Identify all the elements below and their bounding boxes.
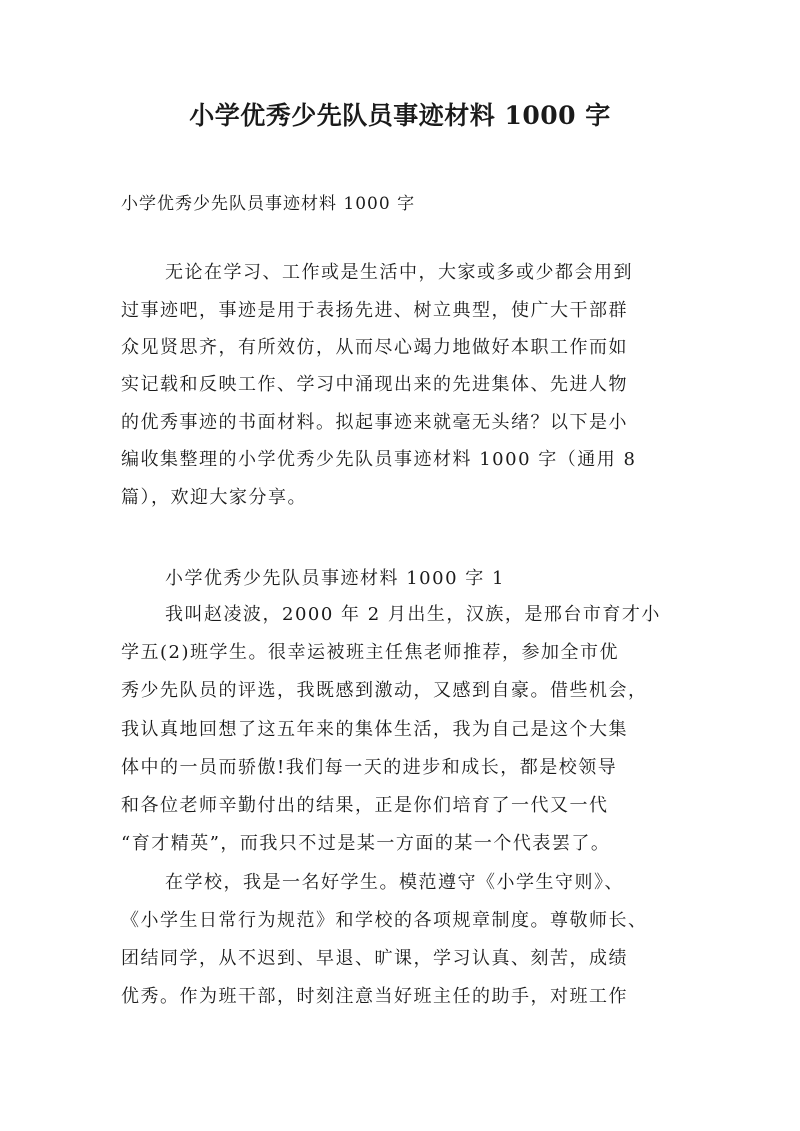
paragraph-line: 《小学生日常行为规范》和学校的各项规章制度。尊敬师长、 [121, 910, 648, 931]
intro-line: 篇），欢迎大家分享。 [121, 487, 307, 508]
paragraph-line: 我叫赵凌波，2000 年 2 月出生，汉族，是邢台市育才小 [165, 604, 661, 625]
paragraph-line: 和各位老师辛勤付出的结果，正是你们培育了一代又一代 [121, 795, 609, 816]
intro-line: 实记载和反映工作、学习中涌现出来的先进集体、先进人物 [121, 374, 628, 395]
paragraph-line: 在学校，我是一名好学生。模范遵守《小学生守则》、 [165, 872, 624, 893]
paragraph-line: 优秀。作为班干部，时刻注意当好班主任的助手，对班工作 [121, 986, 628, 1007]
paragraph-line: 我认真地回想了这五年来的集体生活，我为自己是这个大集 [121, 719, 628, 740]
intro-line: 众见贤思齐，有所效仿，从而尽心竭力地做好本职工作而如 [121, 337, 628, 358]
paragraph-line: 体中的一员而骄傲!我们每一天的进步和成长，都是校领导 [121, 757, 618, 778]
intro-line: 无论在学习、工作或是生活中，大家或多或少都会用到 [165, 262, 633, 283]
intro-line: 编收集整理的小学优秀少先队员事迹材料 1000 字（通用 8 [121, 449, 637, 470]
document-subtitle: 小学优秀少先队员事迹材料 1000 字 [121, 194, 416, 214]
intro-line: 的优秀事迹的书面材料。拟起事迹来就毫无头绪？以下是小 [121, 412, 628, 433]
paragraph-line: 秀少先队员的评选，我既感到激动，又感到自豪。借些机会， [121, 680, 648, 701]
paragraph-line: 学五(2)班学生。很幸运被班主任焦老师推荐，参加全市优 [121, 642, 619, 663]
section-heading: 小学优秀少先队员事迹材料 1000 字 1 [165, 568, 505, 589]
paragraph-line: “育才精英”，而我只不过是某一方面的某一个代表罢了。 [121, 833, 611, 854]
intro-line: 过事迹吧，事迹是用于表扬先进、树立典型，使广大干部群 [121, 300, 628, 321]
page-title: 小学优秀少先队员事迹材料 1000 字 [189, 101, 611, 130]
paragraph-line: 团结同学，从不迟到、早退、旷课，学习认真、刻苦，成绩 [121, 948, 628, 969]
